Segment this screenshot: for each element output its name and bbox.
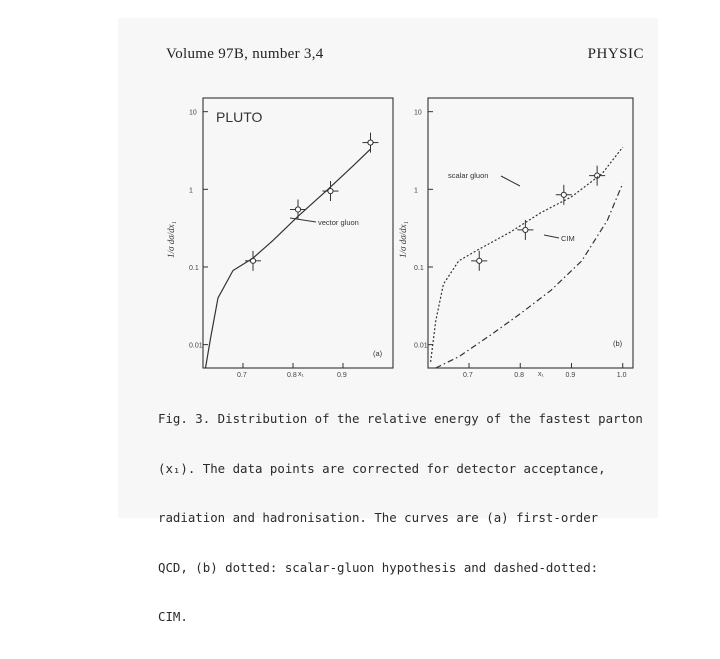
x-tick-label: 0.7: [237, 372, 247, 378]
x-tick-label: 0.8: [514, 372, 524, 378]
y-tick-label: 0.01: [414, 342, 428, 350]
panel-b-corner-label: (b): [613, 339, 623, 348]
data-point: [561, 192, 566, 197]
vector-gluon-annotation: vector gluon: [318, 218, 359, 227]
data-point: [477, 258, 482, 263]
scanned-page: [118, 18, 658, 624]
annotation-leader-b: [501, 176, 520, 186]
y-tick-label: 0.01: [189, 342, 203, 350]
annotation-leader-cim: [544, 235, 559, 238]
data-point: [295, 207, 300, 212]
x-tick-label: 0.8: [287, 372, 297, 378]
plot-frame-b: [428, 98, 633, 368]
caption-line: CIM.: [158, 609, 188, 624]
x-axis-label-a: x₁: [298, 371, 304, 378]
caption-line: QCD, (b) dotted: scalar-gluon hypothesis and dashed-dotted:: [158, 559, 599, 575]
y-tick-label: 1: [414, 187, 418, 195]
y-tick-label: 1: [189, 187, 193, 195]
y-axis-label-a: 1/σ dσ/dx₁: [166, 221, 176, 258]
figure-caption: [158, 378, 648, 659]
journal-volume-header: Volume 97B, number 3,4: [166, 46, 324, 62]
cim-annotation: CIM: [561, 234, 575, 243]
y-tick-label: 10: [189, 109, 197, 117]
x-axis-label-b: x₁: [538, 371, 544, 378]
curve-vector-gluon: [206, 149, 371, 368]
plot-marks-b: [414, 110, 627, 378]
pluto-label: PLUTO: [216, 109, 263, 125]
caption-line: Fig. 3. Distribution of the relative energy of the fastest parton: [158, 411, 643, 426]
data-point: [368, 140, 373, 145]
figure-panel-b: [398, 78, 648, 378]
x-tick-label: 0.9: [565, 372, 576, 378]
y-tick-label: 0.1: [414, 264, 424, 272]
data-point: [523, 227, 528, 232]
caption-line: (x₁). The data points are corrected for detector acceptance,: [158, 460, 606, 476]
x-tick-label: 0.9: [337, 372, 347, 378]
caption-line: radiation and hadronisation. The curves are (a) first-order: [158, 510, 599, 525]
x-tick-label: 0.7: [463, 372, 473, 378]
journal-title-header: PHYSIC: [587, 46, 644, 62]
scalar-gluon-annotation: scalar gluon: [448, 171, 489, 180]
y-axis-label-b: 1/σ dσ/dx₁: [398, 221, 408, 258]
panel-a-corner-label: (a): [373, 349, 383, 358]
x-tick-label: 1.0: [616, 372, 627, 378]
y-tick-label: 0.1: [189, 264, 199, 272]
y-tick-label: 10: [414, 109, 422, 117]
plot-frame-a: [203, 98, 393, 368]
curve-cim: [436, 183, 623, 368]
plot-marks-a: [189, 110, 379, 378]
figure-panel-a: [158, 78, 398, 378]
